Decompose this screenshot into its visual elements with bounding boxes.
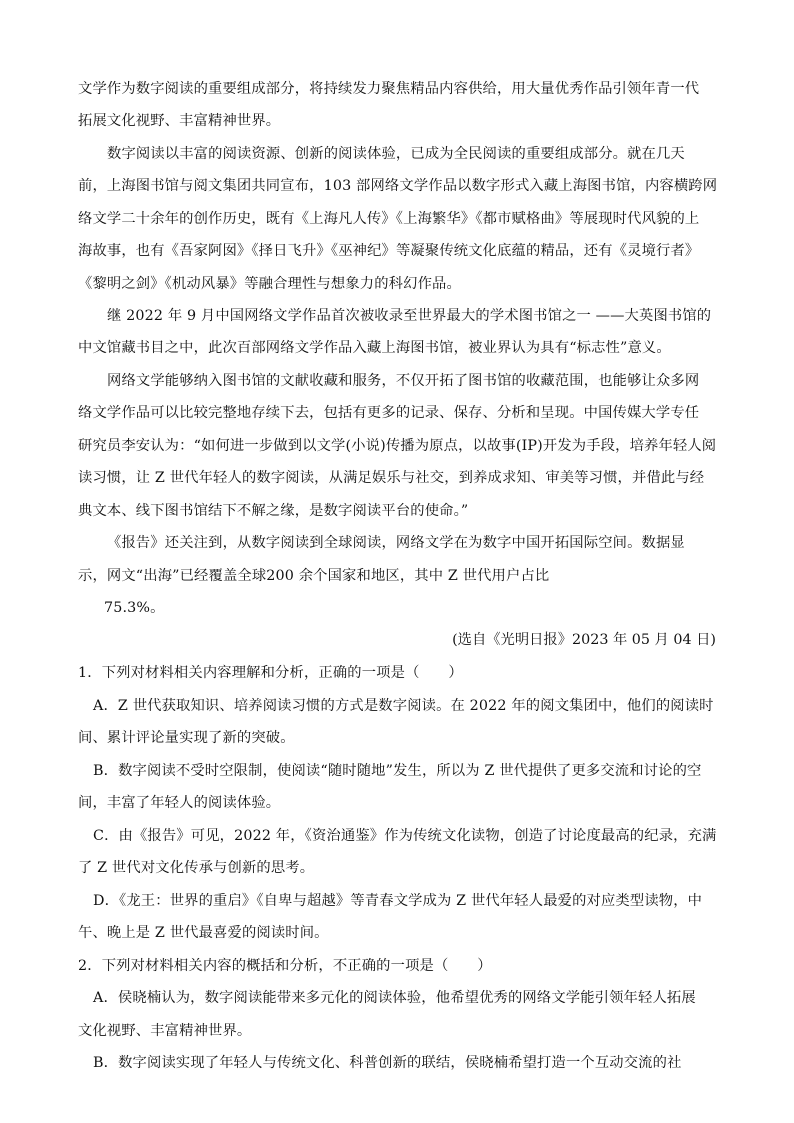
question-1-option-d: D．《龙王：世界的重启》《自卑与超越》等青春文学成为 Z 世代年轻人最爱的对应类型读物，中 xyxy=(93,893,703,909)
text-line: 数字阅读以丰富的阅读资源、创新的阅读体验，已成为全民阅读的重要组成部分。就在几天 xyxy=(107,146,685,162)
text-line: 读习惯，让 Z 世代年轻人的数字阅读，从满足娱乐与社交，到养成求知、审美等习惯，并借此与经 xyxy=(78,470,705,486)
question-1-option-a-cont: 间、累计评论量实现了新的突破。 xyxy=(78,730,295,746)
text-line: 示，网文“出海”已经覆盖全球200 余个国家和地区，其中 Z 世代用户占比 xyxy=(78,568,550,584)
text-line: 络文学作品可以比较完整地存续下去，包括有更多的记录、保存、分析和呈现。中国传媒大学专任 xyxy=(78,405,700,421)
text-line: 拓展文化视野、丰富精神世界。 xyxy=(78,113,281,129)
text-line: 络文学二十余年的创作历史，既有《上海凡人传》《上海繁华》《都市赋格曲》等展现时代风貌的上 xyxy=(78,211,700,227)
question-1-option-a: A．Z 世代获取知识、培养阅读习惯的方式是数字阅读。在 2022 年的阅文集团中，他们的阅读时 xyxy=(93,698,714,714)
text-line: 网络文学能够纳入图书馆的文献收藏和服务，不仅开拓了图书馆的收藏范围，也能够让众多网 xyxy=(107,373,700,389)
text-line: 75.3%。 xyxy=(104,600,165,616)
question-1-stem: 1．下列对材料相关内容理解和分析，正确的一项是（ ） xyxy=(78,665,463,681)
text-line: 继 2022 年 9 月中国网络文学作品首次被收录至世界最大的学术图书馆之一 ——大英图书馆的 xyxy=(107,308,712,324)
text-line: 《黎明之剑》《机动风暴》等融合理性与想象力的科幻作品。 xyxy=(78,276,461,292)
question-1-option-b: B．数字阅读不受时空限制，使阅读“随时随地”发生，所以为 Z 世代提供了更多交流和讨论的空 xyxy=(93,763,702,779)
question-1-option-d-cont: 午、晚上是 Z 世代最喜爱的阅读时间。 xyxy=(78,925,329,941)
question-2-option-a-cont: 文化视野、丰富精神世界。 xyxy=(78,1023,252,1039)
question-2-option-b: B．数字阅读实现了年轻人与传统文化、科普创新的联结，侯晓楠希望打造一个互动交流的社 xyxy=(93,1055,682,1071)
text-line: 《报告》还关注到，从数字阅读到全球阅读，网络文学在为数字中国开拓国际空间。数据显 xyxy=(107,535,685,551)
text-line: 典文本、线下图书馆结下不解之缘，是数字阅读平台的使命。” xyxy=(78,503,469,519)
text-line: 前，上海图书馆与阅文集团共同宣布，103 部网络文学作品以数字形式入藏上海图书馆，内容横跨网 xyxy=(78,178,718,194)
source-citation: (选自《光明日报》2023 年 05 月 04 日) xyxy=(452,632,716,648)
question-1-option-c: C．由《报告》可见，2022 年，《资治通鉴》作为传统文化读物，创造了讨论度最高的纪录，充满 xyxy=(93,828,717,844)
question-1-option-c-cont: 了 Z 世代对文化传承与创新的思考。 xyxy=(78,860,315,876)
text-line: 研究员李安认为：“如何进一步做到以文学(小说)传播为原点，以故事(IP)开发为手段，培养年轻人阅 xyxy=(78,438,717,454)
question-1-option-b-cont: 间，丰富了年轻人的阅读体验。 xyxy=(78,795,281,811)
question-2-option-a: A．侯晓楠认为，数字阅读能带来多元化的阅读体验，他希望优秀的网络文学能引领年轻人拓展 xyxy=(93,990,696,1006)
question-2-stem: 2．下列对材料相关内容的概括和分析，不正确的一项是（ ） xyxy=(78,958,492,974)
text-line: 中文馆藏书目之中，此次百部网络文学作品入藏上海图书馆，被业界认为具有“标志性”意义。 xyxy=(78,340,671,356)
text-line: 海故事，也有《吾家阿囡》《择日飞升》《巫神纪》等凝聚传统文化底蕴的精品，还有《灵境行者》 xyxy=(78,243,700,259)
text-line: 文学作为数字阅读的重要组成部分，将持续发力聚焦精品内容供给，用大量优秀作品引领年青一代 xyxy=(78,81,700,97)
